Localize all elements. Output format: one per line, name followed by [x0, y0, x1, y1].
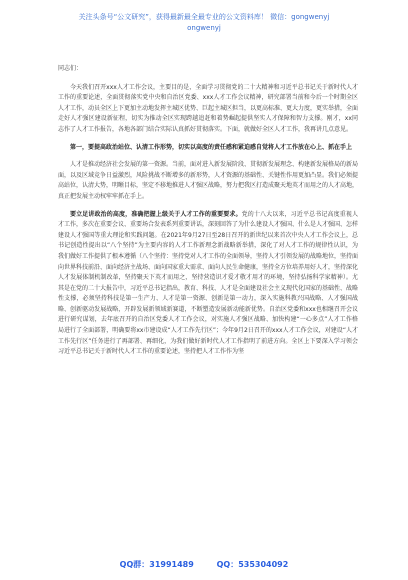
paragraph-2-text: 党的十八大以来，习近平总书记高度重视人才工作，多次在重要会议、重要场合发表系列重要讲话，深刻回答了为什么建设人才强国、什么是人才强国、怎样建设人才强国等重大理论和实践问题。在2021年9月27日至28日召开的新世纪以来首次中央人才工作会议上，总书记创造性提出以“八个坚持”为主要内容的人才工作新理念新战略新举措，深化了对人才工作的规律性认识，为我们做好工作提供了根本遵循（八个坚持：坚持党对人才工作的全面领导，坚持人才引领发展的战略地位，坚持面向世界科技前沿、面向经济主战场、面向国家重大需求、面向人民生命健康，坚持全方位培养用好人才，坚持深化人才发展体制机制改革，坚持聚天下英才而用之，坚持营造识才爱才敬才用才的环境，坚持弘扬科学家精神）。尤其是在党的二十大报告中，习近平总书记指出，教育、科技、人才是全面建设社会主义现代化国家的基础性、战略性支撑，必须坚持科技是第一生产力、人才是第一资源、创新是第一动力，深入实施科教兴国战略、人才强国战略、创新驱动发展战略，开辟发展新领域新赛道，不断塑造发展新动能新优势。自治区党委和xxx也相继召开会议进行研究谋划，去年底召开的自治区党委人才工作会议，对实施人才强区战略、加快构建“一心多点”人才工作格局进行了全面部署，明确要将xx市建设成“人才工作先行区”；今年9月2日召开的xxx人才工作会议，对建设“人才工作先行区”任务进行了再部署、再细化，为我们做好新时代人才工作指明了前进方向。全区上下要深入学习领会习近平总书记关于新时代人才工作的重要论述，坚持把人才工作作为坚: [58, 210, 359, 356]
banner-line-2: ongwenyj: [187, 24, 221, 32]
document-body: [58, 64, 358, 358]
paragraph-1: 人才是推动经济社会发展的第一资源。当前，面对进入新发展阶段、贯彻新发展理念、构建新发展格局的新局面，以及区域竞争日益激烈，风险挑战不断增多的新形势，人才资源的基础性、关键性作用更加凸显。我们必须提高站位，认清大势，明晰目标，坚定不移地推进人才强区战略，努力把我区打造成聚天地英才而用之的人才高地，真正把发展主动权牢牢抓在手上。: [58, 161, 359, 200]
greeting: 同志们：: [58, 65, 83, 72]
paragraph-2: [58, 210, 358, 358]
qq-group: QQ群：31991489: [119, 560, 194, 569]
footer-contact: [0, 559, 408, 570]
subheading-2: 要立足讲政治的高度，准确把握上级关于人才工作的重要要求。: [70, 210, 242, 218]
section-heading-1: 第一，要提高政治站位、认清工作形势，切实以高度的责任感和紧迫感自觉将人才工作放在心上、抓在手上: [70, 143, 353, 151]
banner-line-1: 关注头条号“公文研究”，获得最新最全最专业的公文资料库！ 微信：gongwenyj: [78, 13, 330, 21]
qq-number: QQ：535304092: [216, 560, 289, 569]
header-banner: [0, 12, 408, 34]
intro-paragraph: 今天我们召开xxx人才工作会议，主要目的是，全面学习贯彻党的二十大精神和习近平总书记关于新时代人才工作的重要论述，全面贯彻落实党中央和自治区党委、xxx人才工作会议精神，研究部署当前和今后一个时期全区人才工作，动员全区上下更加主动地发挥主城区优势、巨起主城区担当，以更高标准、更大力度，更实举措，全面走好人才强区建设新征程，切实为推动全区实现跨越追赶和着势崛起提供坚实人才保障和智力支撑。刚才，xx同志作了人才工作报告，各地各部门结合实际认真抓好贯彻落实。下面，就做好全区人才工作，我再讲几点意见。: [58, 83, 359, 133]
